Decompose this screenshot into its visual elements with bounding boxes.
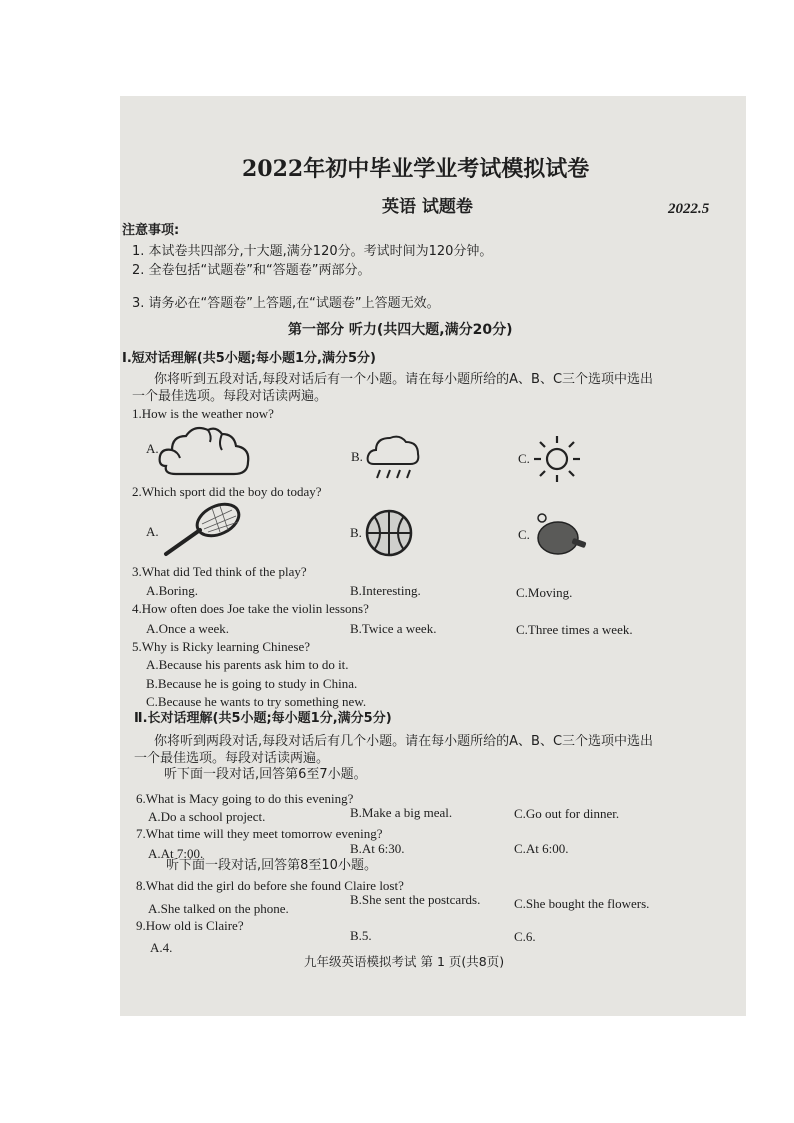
notes-item-1: 1. 本试卷共四部分,十大题,满分120分。考试时间为120分钟。 bbox=[132, 244, 493, 259]
question-1-option-a: A. bbox=[146, 441, 159, 456]
question-6-option-a: A.Do a school project. bbox=[148, 809, 266, 824]
part1-heading: 第一部分 听力(共四大题,满分20分) bbox=[288, 322, 513, 338]
exam-subtitle: 英语 试题卷 bbox=[382, 197, 473, 217]
question-9-stem: 9.How old is Claire? bbox=[136, 918, 244, 933]
question-3-option-b: B.Interesting. bbox=[350, 583, 421, 598]
ping-pong-paddle-icon bbox=[532, 510, 588, 558]
section1-heading: Ⅰ.短对话理解(共5小题;每小题1分,满分5分) bbox=[122, 351, 376, 366]
question-3-stem: 3.What did Ted think of the play? bbox=[132, 564, 307, 579]
question-4-option-a: A.Once a week. bbox=[146, 621, 230, 636]
exam-date: 2022.5 bbox=[668, 201, 710, 217]
basketball-icon bbox=[364, 508, 414, 558]
section2-lead-2: 听下面一段对话,回答第8至10小题。 bbox=[166, 858, 377, 873]
question-3-option-c: C.Moving. bbox=[516, 585, 573, 600]
question-8-stem: 8.What did the girl do before she found Claire lost? bbox=[136, 878, 404, 893]
question-8-option-a: A.She talked on the phone. bbox=[148, 901, 289, 916]
question-5-stem: 5.Why is Ricky learning Chinese? bbox=[132, 639, 310, 654]
notes-item-3: 3. 请务必在“答题卷”上答题,在“试题卷”上答题无效。 bbox=[132, 296, 440, 311]
question-7-option-c: C.At 6:00. bbox=[514, 841, 569, 856]
question-5-option-a: A.Because his parents ask him to do it. bbox=[146, 657, 349, 672]
section2-lead-1: 听下面一段对话,回答第6至7小题。 bbox=[164, 767, 367, 782]
question-7-option-b: B.At 6:30. bbox=[350, 841, 405, 856]
question-5-option-c: C.Because he wants to try something new. bbox=[146, 694, 367, 709]
question-4-option-b: B.Twice a week. bbox=[350, 621, 437, 636]
question-7-option-a: A.At 7:00. bbox=[148, 846, 204, 861]
page-footer: 九年级英语模拟考试 第 1 页(共8页) bbox=[304, 954, 505, 969]
question-8-option-c: C.She bought the flowers. bbox=[514, 896, 650, 911]
question-9-option-b: B.5. bbox=[350, 928, 372, 943]
exam-title: 2022年初中毕业学业考试模拟试卷 bbox=[242, 156, 590, 182]
cloud-icon bbox=[158, 422, 254, 478]
question-7-stem: 7.What time will they meet tomorrow evening? bbox=[136, 826, 383, 841]
question-4-option-c: C.Three times a week. bbox=[516, 622, 633, 637]
question-2-option-b: B. bbox=[350, 525, 362, 540]
section1-instruction-1: 你将听到五段对话,每段对话后有一个小题。请在每小题所给的A、B、C三个选项中选出 bbox=[154, 372, 654, 387]
notes-heading: 注意事项: bbox=[122, 223, 180, 238]
question-9-option-a: A.4. bbox=[150, 940, 173, 955]
question-2-option-c: C. bbox=[518, 527, 530, 542]
tennis-racket-icon bbox=[162, 502, 244, 558]
question-2-option-a: A. bbox=[146, 524, 159, 539]
question-4-stem: 4.How often does Joe take the violin lessons? bbox=[132, 601, 369, 616]
question-6-stem: 6.What is Macy going to do this evening? bbox=[136, 791, 354, 806]
question-6-option-b: B.Make a big meal. bbox=[350, 805, 453, 820]
question-1-option-c: C. bbox=[518, 451, 530, 466]
notes-item-2: 2. 全卷包括“试题卷”和“答题卷”两部分。 bbox=[132, 263, 371, 278]
question-8-option-b: B.She sent the postcards. bbox=[350, 892, 481, 907]
question-3-option-a: A.Boring. bbox=[146, 583, 198, 598]
rain-icon bbox=[366, 432, 422, 482]
question-1-stem: 1.How is the weather now? bbox=[132, 406, 274, 421]
sun-icon bbox=[532, 434, 582, 484]
section2-heading: Ⅱ.长对话理解(共5小题;每小题1分,满分5分) bbox=[134, 711, 392, 726]
section2-instruction-1: 你将听到两段对话,每段对话后有几个小题。请在每小题所给的A、B、C三个选项中选出 bbox=[154, 734, 654, 749]
question-6-option-c: C.Go out for dinner. bbox=[514, 806, 620, 821]
section2-instruction-2: 一个最佳选项。每段对话读两遍。 bbox=[134, 751, 330, 766]
question-1-option-b: B. bbox=[351, 449, 363, 464]
section1-instruction-2: 一个最佳选项。每段对话读两遍。 bbox=[132, 389, 328, 404]
question-2-stem: 2.Which sport did the boy do today? bbox=[132, 484, 322, 499]
exam-paper bbox=[120, 96, 746, 1016]
question-9-option-c: C.6. bbox=[514, 929, 536, 944]
question-5-option-b: B.Because he is going to study in China. bbox=[146, 676, 358, 691]
